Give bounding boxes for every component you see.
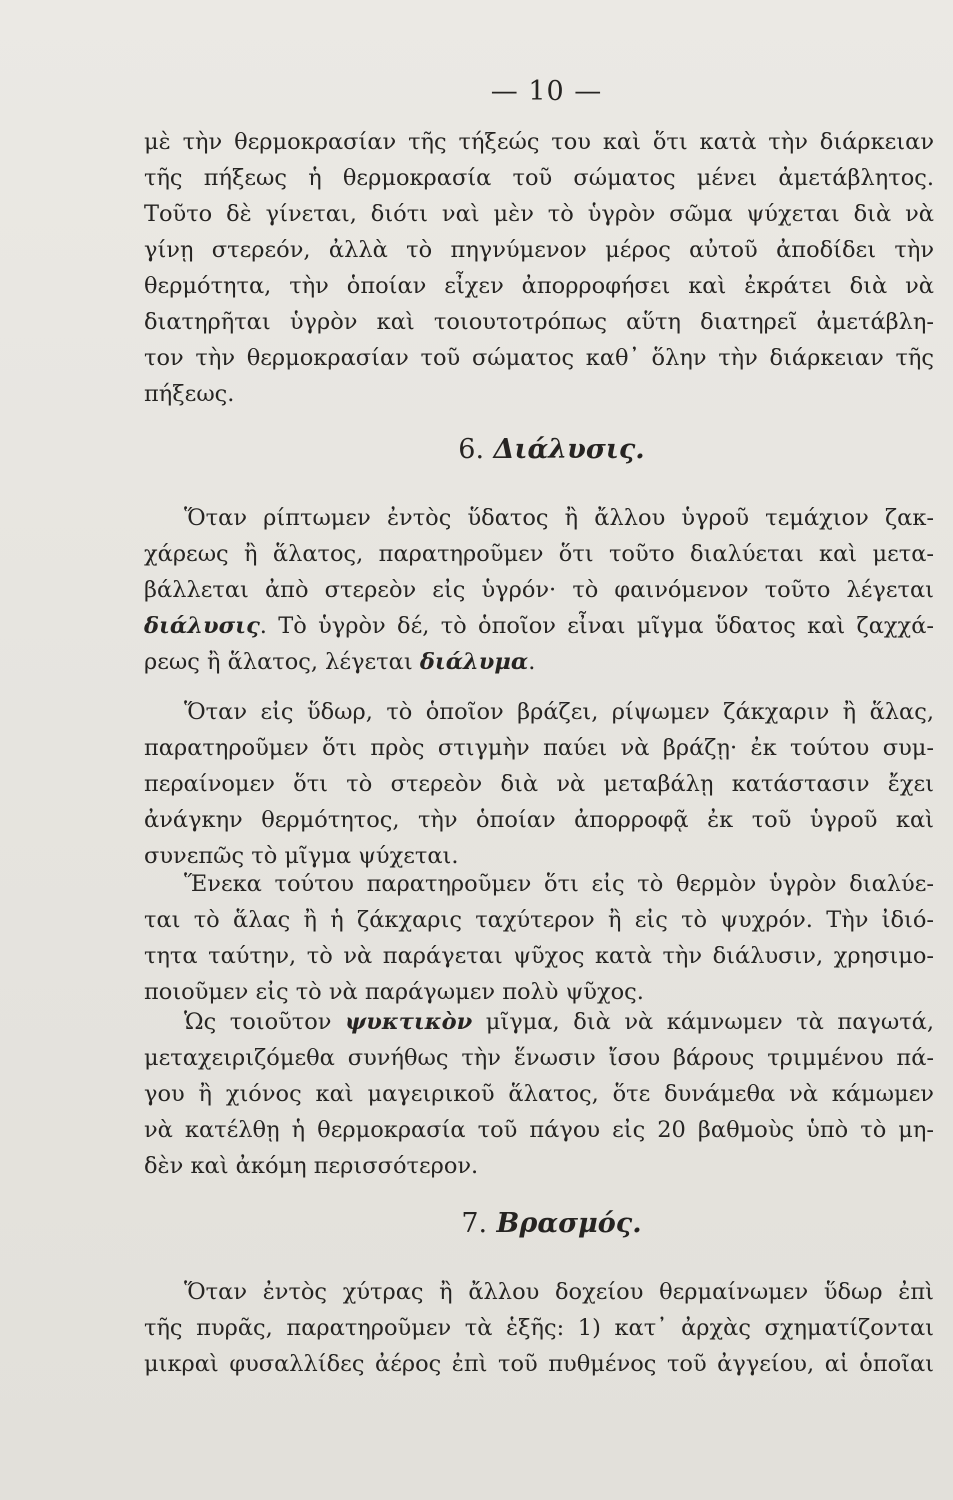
- term-cooling: ψυκτικὸν: [345, 1009, 473, 1035]
- text-fragment: .: [528, 649, 536, 675]
- text-line: χάρεως ἢ ἅλατος, παρατηροῦμεν ὅτι τοῦτο διαλύεται καὶ μετα-: [144, 541, 934, 567]
- paragraph-boiling-water: [144, 694, 934, 874]
- page-number: — 10 —: [490, 76, 603, 107]
- text-line: ἀνάγκην θερμότητος, τὴν ὁποίαν ἀπορροφᾷ ἐκ τοῦ ὑγροῦ καὶ: [144, 807, 934, 833]
- paragraph-boiling: [144, 1274, 934, 1382]
- text-line: περαίνομεν ὅτι τὸ στερεὸν διὰ νὰ μεταβάλῃ κατάστασιν ἔχει: [144, 771, 934, 797]
- text-line: τητα ταύτην, τὸ νὰ παράγεται ψῦχος κατὰ τὴν διάλυσιν, χρησιμο-: [144, 943, 934, 969]
- text-line: ται τὸ ἅλας ἢ ἡ ζάκχαρις ταχύτερον ἢ εἰς τὸ ψυχρόν. Τὴν ἰδιό-: [144, 907, 934, 933]
- text-line: Ὅταν ἐντὸς χύτρας ἢ ἄλλου δοχείου θερμαίνωμεν ὕδωρ ἐπὶ: [184, 1279, 934, 1305]
- text-fragment: . Τὸ ὑγρὸν δέ, τὸ ὁποῖον εἶναι μῖγμα ὕδατος καὶ ζαχχά-: [259, 613, 934, 639]
- text-line: [144, 608, 934, 644]
- text-line: [144, 644, 934, 680]
- term-dialyma: διάλυμα: [419, 649, 529, 675]
- section-number: 7.: [461, 1208, 488, 1239]
- term-dialysis: διάλυσις: [144, 613, 260, 639]
- text-fragment: ρεως ἢ ἅλατος, λέγεται: [144, 649, 420, 675]
- text-line: τῆς πυρᾶς, παρατηροῦμεν τὰ ἑξῆς: 1) κατ᾽ ἀρχὰς σχηματίζονται: [144, 1315, 934, 1341]
- intro-paragraph: [144, 124, 934, 412]
- section-title: Διάλυσις.: [493, 434, 645, 465]
- text-line: νὰ κατέλθῃ ἡ θερμοκρασία τοῦ πάγου εἰς 20 βαθμοὺς ὑπὸ τὸ μη-: [144, 1117, 934, 1143]
- text-fragment: μῖγμα, διὰ νὰ κάμνωμεν τὰ παγωτά,: [472, 1009, 934, 1035]
- text-line: τον τὴν θερμοκρασίαν τοῦ σώματος καθ᾽ ὅλην τὴν διάρκειαν τῆς: [144, 345, 934, 371]
- paragraph-hot-liquid: [144, 866, 934, 1010]
- text-line: γίνῃ στερεόν, ἀλλὰ τὸ πηγνύμενον μέρος αὐτοῦ ἀποδίδει τὴν: [144, 237, 934, 263]
- text-line: πήξεως.: [144, 381, 235, 407]
- text-line: τῆς πήξεως ἡ θερμοκρασία τοῦ σώματος μένει ἀμετάβλητος.: [144, 165, 934, 191]
- text-line: Ὅταν εἰς ὕδωρ, τὸ ὁποῖον βράζει, ρίψωμεν ζάκχαριν ἢ ἅλας,: [184, 699, 934, 725]
- text-line: Ὅταν ρίπτωμεν ἐντὸς ὕδατος ἢ ἄλλου ὑγροῦ τεμάχιον ζακ-: [184, 505, 934, 531]
- text-line: παρατηροῦμεν ὅτι πρὸς στιγμὴν παύει νὰ βράζῃ· ἐκ τούτου συμ-: [144, 735, 934, 761]
- text-line: διατηρῆται ὑγρὸν καὶ τοιουτοτρόπως αὕτη διατηρεῖ ἀμετάβλη-: [144, 309, 934, 335]
- text-line: ποιοῦμεν εἰς τὸ νὰ παράγωμεν πολὺ ψῦχος.: [144, 979, 644, 1005]
- text-line: γου ἢ χιόνος καὶ μαγειρικοῦ ἅλατος, ὅτε δυνάμεθα νὰ κάμωμεν: [144, 1081, 934, 1107]
- text-line: βάλλεται ἀπὸ στερεὸν εἰς ὑγρόν· τὸ φαινόμενον τοῦτο λέγεται: [144, 577, 934, 603]
- text-line: [144, 1004, 934, 1040]
- text-line: μικραὶ φυσαλλίδες ἀέρος ἐπὶ τοῦ πυθμένος τοῦ ἀγγείου, αἱ ὁποῖαι: [144, 1351, 934, 1377]
- section-title: Βρασμός.: [496, 1208, 642, 1239]
- paragraph-dissolution: [144, 500, 934, 680]
- section-heading-6: [0, 434, 953, 465]
- text-line: θερμότητα, τὴν ὁποίαν εἶχεν ἀπορροφήσει καὶ ἐκράτει διὰ νὰ: [144, 273, 934, 299]
- section-number: 6.: [458, 434, 485, 465]
- text-line: Ἕνεκα τούτου παρατηροῦμεν ὅτι εἰς τὸ θερμὸν ὑγρὸν διαλύε-: [184, 871, 934, 897]
- text-line: μὲ τὴν θερμοκρασίαν τῆς τήξεώς του καὶ ὅτι κατὰ τὴν διάρκειαν: [144, 129, 934, 155]
- text-line: μεταχειριζόμεθα συνήθως τὴν ἕνωσιν ἴσου βάρους τριμμένου πά-: [144, 1045, 934, 1071]
- text-line: δὲν καὶ ἀκόμη περισσότερον.: [144, 1153, 479, 1179]
- text-fragment: Ὡς τοιοῦτον: [184, 1009, 346, 1035]
- text-line: Τοῦτο δὲ γίνεται, διότι ναὶ μὲν τὸ ὑγρὸν σῶμα ψύχεται διὰ νὰ: [144, 201, 934, 227]
- section-heading-7: [0, 1208, 953, 1239]
- paragraph-cooling-mixture: [144, 1004, 934, 1184]
- text-line: συνεπῶς τὸ μῖγμα ψύχεται.: [144, 843, 459, 869]
